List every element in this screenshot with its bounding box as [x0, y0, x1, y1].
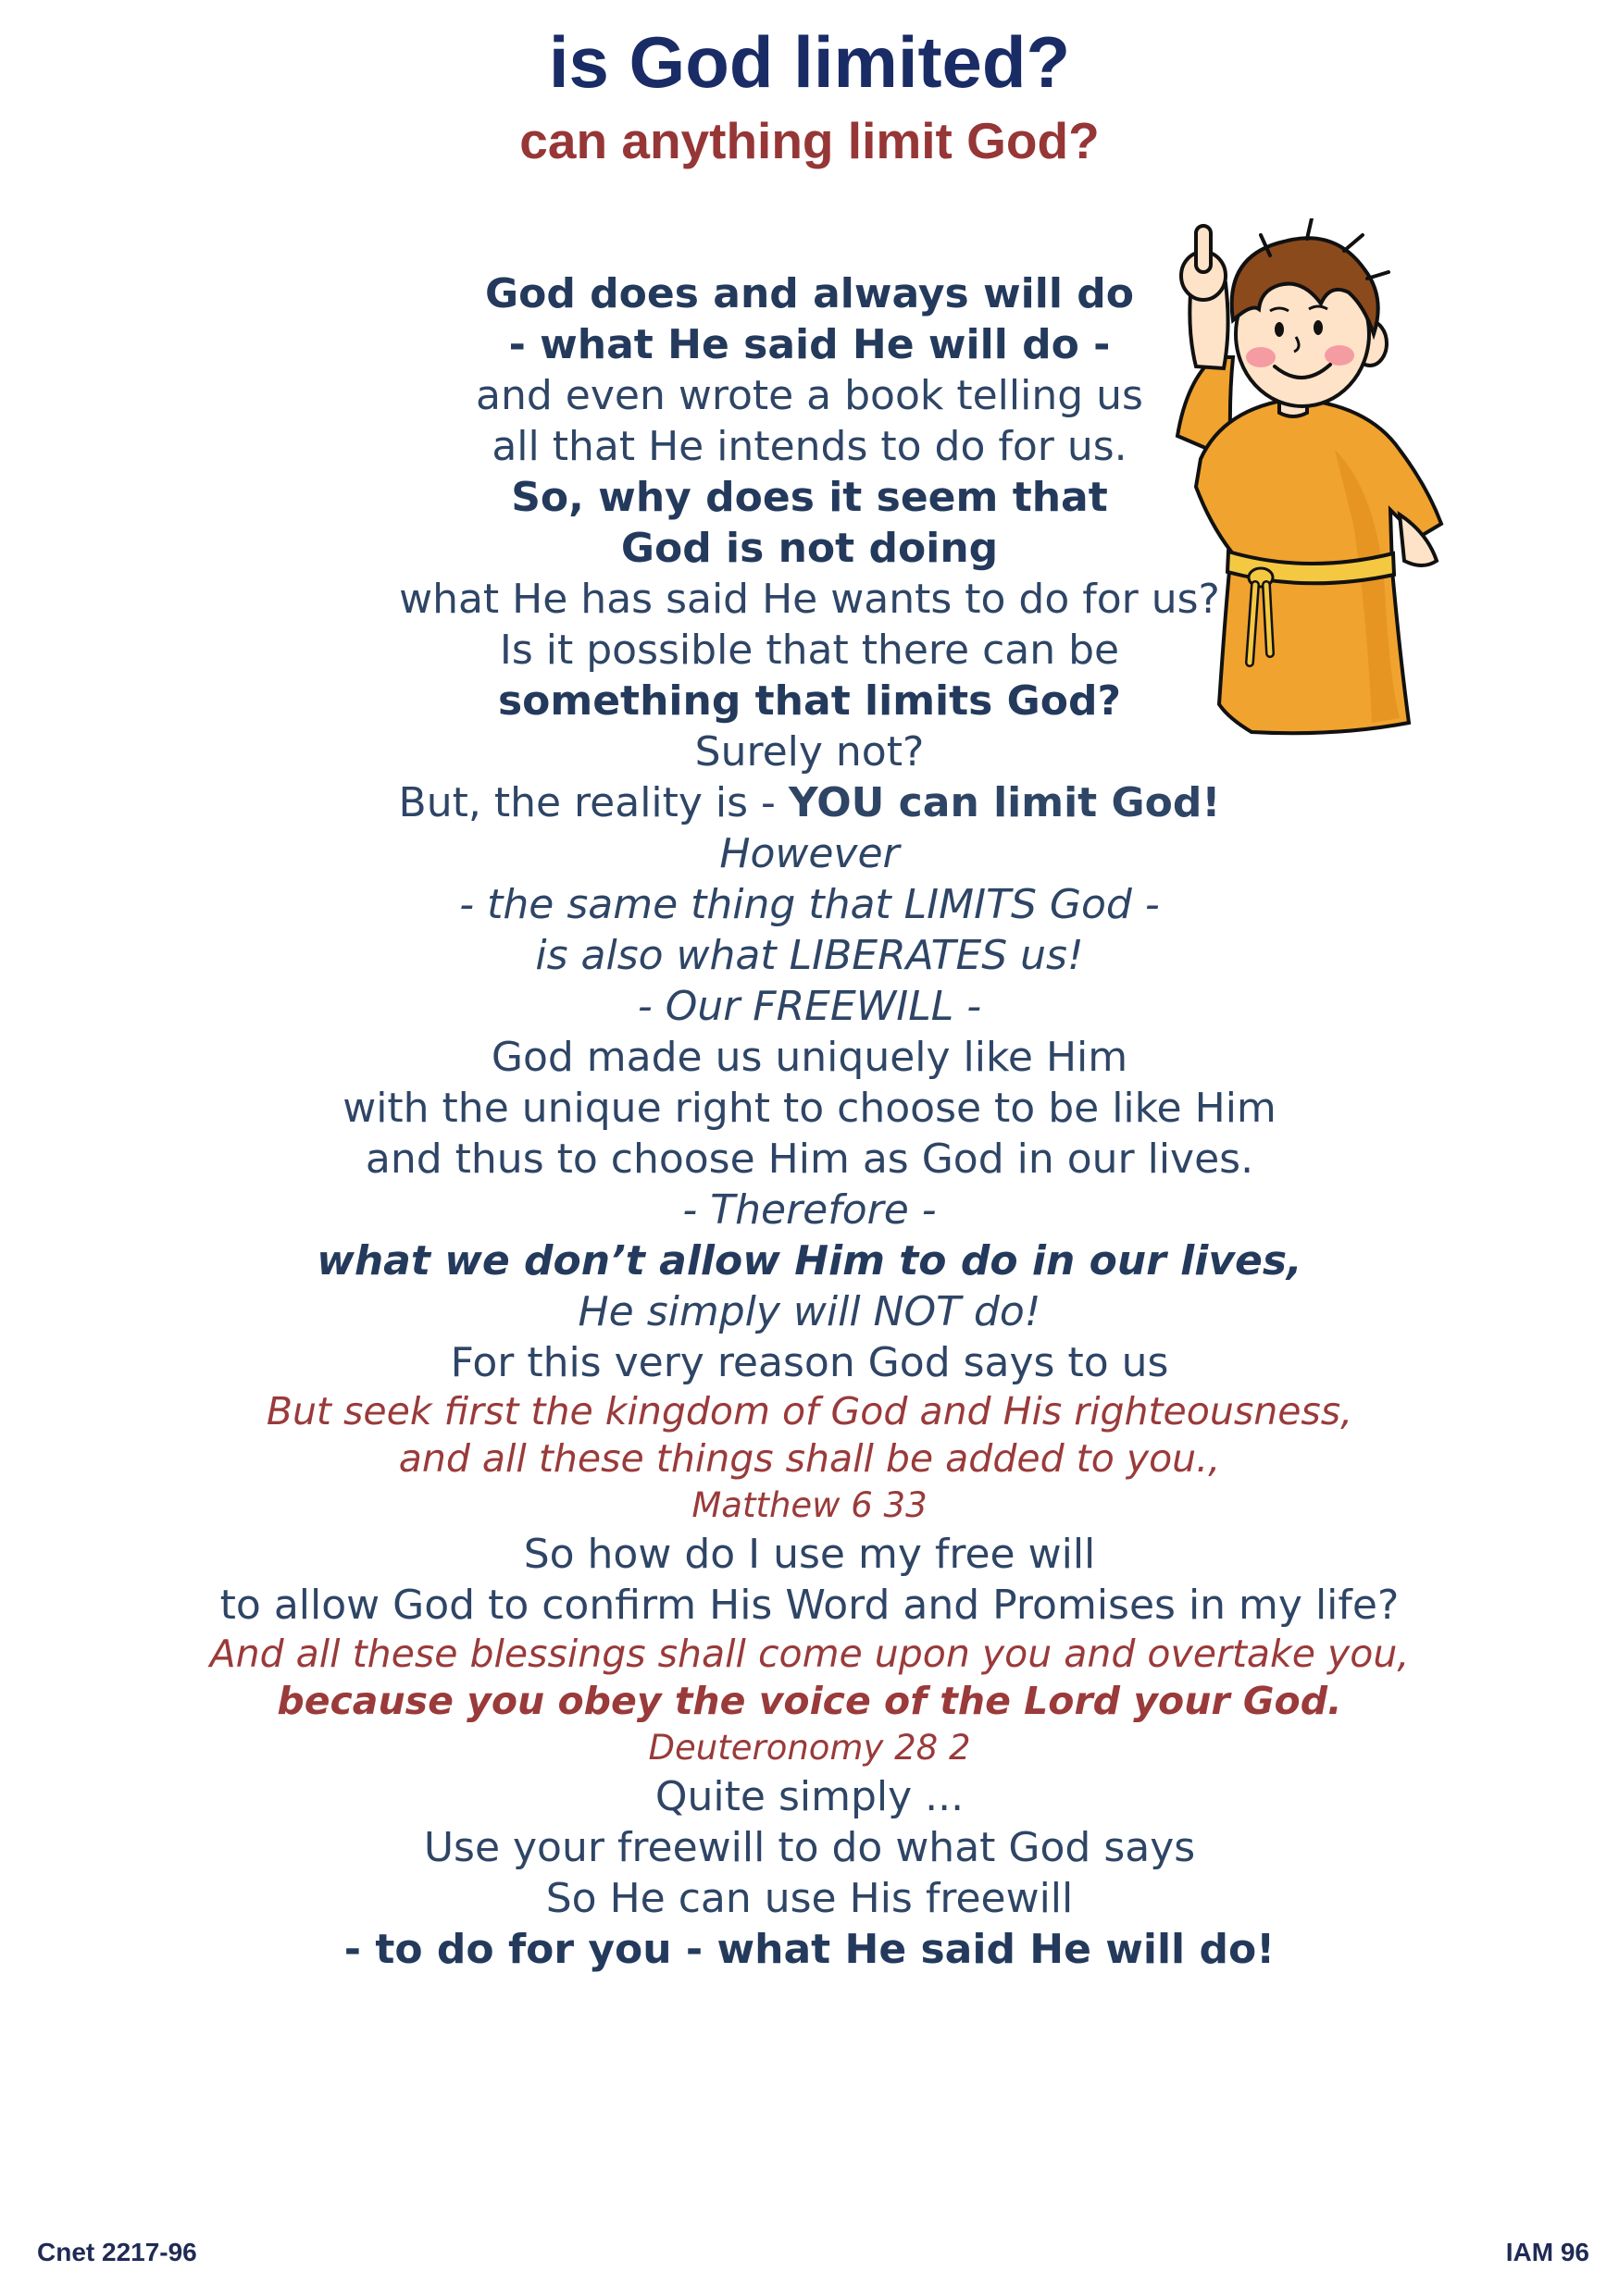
however-line-4: - Our FREEWILL - — [637, 983, 982, 1030]
footer-code-right: IAM 96 — [1505, 2238, 1589, 2266]
conclusion-line-2: Use your freewill to do what God says — [423, 1824, 1196, 1871]
how-line-1: So how do I use my free will — [523, 1531, 1096, 1578]
paragraph-possibility — [0, 625, 1619, 777]
question-line-2: God is not doing — [620, 525, 999, 572]
main-text — [0, 268, 1619, 1975]
matthew-reference: Matthew 6 33 — [691, 1485, 928, 1525]
paragraph-conclusion — [0, 1771, 1619, 1975]
conclusion-line-4: - to do for you - what He said He will do! — [343, 1926, 1276, 1973]
however-line-2: - the same thing that LIMITS God - — [459, 881, 1160, 928]
deuteronomy-reference: Deuteronomy 28 2 — [648, 1728, 971, 1768]
page-subtitle: can anything limit God? — [519, 112, 1100, 169]
how-line-2: to allow God to confirm His Word and Promises in my life? — [219, 1582, 1400, 1629]
intro-line-1: God does and always will do — [485, 270, 1134, 317]
possibility-line-2: something that limits God? — [497, 677, 1122, 725]
paragraph-reason — [0, 1337, 1619, 1388]
paragraph-freewill — [0, 1032, 1619, 1337]
freewill-line-1: God made us uniquely like Him — [491, 1034, 1128, 1081]
scripture-deuteronomy — [0, 1631, 1619, 1771]
possibility-line-3: Surely not? — [694, 728, 925, 776]
freewill-line-6: He simply will NOT do! — [578, 1288, 1041, 1335]
intro-line-4: all that He intends to do for us. — [492, 423, 1127, 470]
paragraph-intro — [0, 268, 1619, 472]
question-line-3: what He has said He wants to do for us? — [399, 576, 1220, 623]
conclusion-line-1: Quite simply ... — [654, 1773, 965, 1820]
paragraph-how — [0, 1529, 1619, 1631]
possibility-line-1: Is it possible that there can be — [499, 627, 1120, 674]
paragraph-reality — [0, 777, 1619, 828]
reason-line: For this very reason God says to us — [450, 1339, 1169, 1386]
deuteronomy-line-2: because you obey the voice of the Lord your God. — [277, 1679, 1342, 1723]
reality-emphasis: YOU can limit God! — [788, 779, 1221, 826]
however-line-1: However — [719, 830, 900, 877]
conclusion-line-3: So He can use His freewill — [545, 1875, 1074, 1922]
matthew-line-1: But seek first the kingdom of God and His righteousness, — [266, 1389, 1353, 1433]
footer-code-left: Cnet 2217-96 — [37, 2238, 197, 2266]
freewill-line-3: and thus to choose Him as God in our lives. — [365, 1136, 1254, 1183]
intro-line-2: - what He said He will do - — [508, 321, 1111, 368]
intro-line-3: and even wrote a book telling us — [476, 372, 1143, 419]
matthew-line-2: and all these things shall be added to you., — [398, 1436, 1221, 1481]
paragraph-however — [0, 828, 1619, 1032]
however-line-3: is also what LIBERATES us! — [535, 932, 1084, 979]
freewill-line-2: with the unique right to choose to be like Him — [342, 1085, 1277, 1132]
paragraph-question — [0, 472, 1619, 625]
question-line-1: So, why does it seem that — [511, 474, 1108, 521]
reality-line — [0, 777, 1619, 828]
deuteronomy-line-1: And all these blessings shall come upon you and overtake you, — [209, 1632, 1410, 1676]
scripture-matthew — [0, 1388, 1619, 1529]
page-title: is God limited? — [548, 21, 1071, 103]
freewill-line-4: - Therefore - — [682, 1186, 937, 1234]
freewill-line-5: what we don’t allow Him to do in our lives, — [317, 1237, 1302, 1285]
reality-prefix: But, the reality is - — [398, 779, 789, 826]
